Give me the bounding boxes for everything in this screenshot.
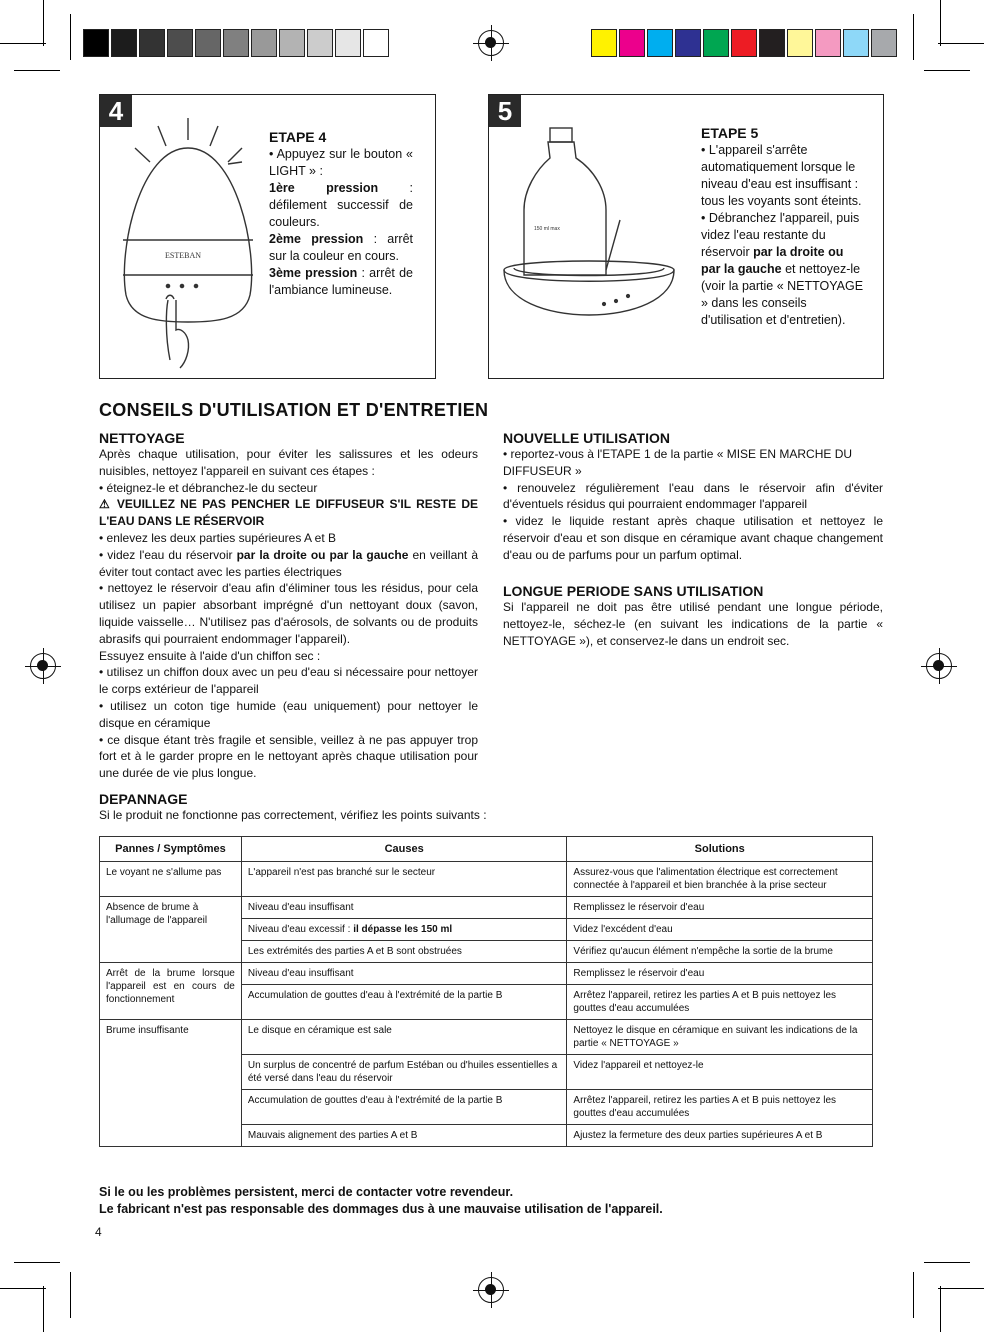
crop-mark — [70, 1272, 71, 1318]
footer-notes: Si le ou les problèmes persistent, merci de contacter votre revendeur. Le fabricant n'est pas responsable des dommages dus à une mauvaise utilisation de l'appareil. — [99, 1185, 663, 1216]
registration-mark — [478, 1277, 504, 1303]
color-swatch — [759, 29, 785, 57]
nouvelle-section: NOUVELLE UTILISATION • reportez-vous à l'ETAPE 1 de la partie « MISE EN MARCHE DU DIFFUSEUR » • renouvelez régulièrement l'eau dans le réservoir afin d'éviter d'éventuels résidus qui pourraient endommager l'appareil • videz le liquide restant après chaque utilisation et nettoyez le réservoir d'eau et son disque en céramique avant chaque changement d'eau ou de parfums pour un parfum optimal. — [503, 430, 883, 562]
registration-mark — [30, 653, 56, 679]
color-swatch — [591, 29, 617, 57]
color-swatch — [843, 29, 869, 57]
table-row: Arrêt de la brume lorsque l'appareil est en cours de fonctionnement Niveau d'eau insuffisant Remplissez le réservoir d'eau — [100, 963, 873, 985]
color-swatch — [83, 29, 109, 57]
table-header: Solutions — [567, 837, 873, 862]
press-3-label: 3ème pression — [269, 266, 358, 280]
press-2-label: 2ème pression — [269, 232, 364, 246]
color-swatch — [787, 29, 813, 57]
color-swatch — [139, 29, 165, 57]
color-swatch — [815, 29, 841, 57]
step-4-panel — [99, 94, 436, 379]
page-number: 4 — [95, 1225, 102, 1239]
crop-mark — [70, 14, 71, 60]
nettoyage-title: NETTOYAGE — [99, 430, 185, 446]
crop-mark — [913, 14, 914, 60]
registration-mark — [926, 653, 952, 679]
color-swatch — [335, 29, 361, 57]
nettoyage-section: NETTOYAGE Après chaque utilisation, pour éviter les salissures et les odeurs nuisibles, nettoyez l'appareil en suivant ces étapes : • éteignez-le et débranchez-le du secteur ⚠ VEUILLEZ NE PAS PENCHER LE DIFFUSEUR S'IL RESTE DE L'EAU DANS LE RÉSERVOIR • enlevez les deux parties supérieures A et B • videz l'eau du réservoir par la droite ou par la gauche en veillant à éviter tout contact avec les parties électriques • nettoyez le réservoir d'eau afin d'éliminer tous les résidus, pour cela utilisez un papier absorbant imprégné d'un nettoyant doux (savon, liquide vaisselle… N'utilisez pas d'aérosols, de solvants ou de produits abrasifs qui pourraient endommager l'appareil). Essuyez ensuite à l'aide d'un chiffon sec : • utilisez un chiffon doux avec un peu d'eau si nécessaire pour nettoyer le corps extérieur de l'appareil • utilisez un coton tige humide (eau uniquement) pour nettoyer le disque en céramique • ce disque étant très fragile et sensible, veillez à ne pas appuyer trop fort et à le garder propre en le nettoyant après chaque utilisation pour une durée de vie plus longue. — [99, 430, 478, 781]
longue-section: LONGUE PERIODE SANS UTILISATION Si l'appareil ne doit pas être utilisé pendant une longue période, nettoyez-le, séchez-le (en suivant les indications de la partie « NETTOYAGE »), et conservez-le dans un endroit sec. — [503, 583, 883, 648]
crop-mark — [913, 1272, 914, 1318]
step-5-text: ETAPE 5 • L'appareil s'arrête automatiquement lorsque le niveau d'eau est insuffisant : tous les voyants sont éteints. • Débranchez l'appareil, puis videz l'eau restante du réservoir par la droite ou par la gauche et nettoyez-le (voir la partie « NETTOYAGE » dans les conseils d'utilisation et d'entretien). — [701, 125, 864, 327]
step-5-title: ETAPE 5 — [701, 125, 759, 141]
crop-mark — [0, 43, 46, 44]
table-row: Accumulation de gouttes d'eau à l'extrémité de la partie B Arrêtez l'appareil, retirez les parties A et B puis nettoyez les gouttes d'eau accumulées — [100, 1090, 873, 1125]
color-swatch — [675, 29, 701, 57]
crop-mark — [14, 70, 60, 71]
step-4-line: • Appuyez sur le bouton « LIGHT » : — [269, 147, 413, 178]
color-swatch — [871, 29, 897, 57]
crop-mark — [924, 1262, 970, 1263]
color-swatch — [619, 29, 645, 57]
bottle-volume-label: 150 ml max — [534, 226, 560, 232]
table-row: Le voyant ne s'allume pas L'appareil n'est pas branché sur le secteur Assurez-vous que l'alimentation électrique est correctement connectée à l'appareil et bien branchée à la prise secteur — [100, 862, 873, 897]
color-swatch — [703, 29, 729, 57]
color-swatch — [279, 29, 305, 57]
depannage-title: DEPANNAGE — [99, 791, 188, 807]
nouvelle-title: NOUVELLE UTILISATION — [503, 430, 670, 446]
table-header: Causes — [241, 837, 567, 862]
color-swatch — [731, 29, 757, 57]
troubleshooting-table — [99, 836, 873, 1147]
table-row: Un surplus de concentré de parfum Estéban ou d'huiles essentielles a été versé dans l'eau du réservoir Videz l'appareil et nettoyez-le — [100, 1055, 873, 1090]
table-row: Niveau d'eau excessif : il dépasse les 150 ml Videz l'excédent d'eau — [100, 919, 873, 941]
crop-mark — [938, 1288, 984, 1289]
crop-mark — [43, 1286, 44, 1332]
color-swatch — [111, 29, 137, 57]
color-swatch — [167, 29, 193, 57]
table-row: Brume insuffisante Le disque en céramique est sale Nettoyez le disque en céramique en suivant les indications de la partie « NETTOYAGE » — [100, 1020, 873, 1055]
color-swatch — [223, 29, 249, 57]
crop-mark — [0, 1288, 46, 1289]
registration-mark — [478, 30, 504, 56]
bottle-illustration — [494, 100, 684, 370]
table-row: Mauvais alignement des parties A et B Ajustez la fermeture des deux parties supérieures A et B — [100, 1125, 873, 1147]
press-1-label: 1ère pression — [269, 181, 379, 195]
warning-icon: ⚠ — [99, 497, 117, 512]
table-row: Absence de brume à l'allumage de l'appareil Niveau d'eau insuffisant Remplissez le réservoir d'eau — [100, 897, 873, 919]
longue-title: LONGUE PERIODE SANS UTILISATION — [503, 583, 764, 599]
crop-mark — [940, 1286, 941, 1332]
table-row: Accumulation de gouttes d'eau à l'extrémité de la partie B Arrêtez l'appareil, retirez les parties A et B puis nettoyez les gouttes d'eau accumulées — [100, 985, 873, 1020]
crop-mark — [940, 0, 941, 46]
step-5-panel — [488, 94, 884, 379]
table-header-row — [100, 837, 873, 862]
color-swatch — [195, 29, 221, 57]
step-4-text: ETAPE 4 • Appuyez sur le bouton « LIGHT » : 1ère pression : défilement successif de couleurs. 2ème pression : arrêt sur la couleur en cours. 3ème pression : arrêt de l'ambiance lumineuse. — [269, 129, 414, 297]
section-title: CONSEILS D'UTILISATION ET D'ENTRETIEN — [99, 400, 489, 420]
color-swatch — [251, 29, 277, 57]
step-4-title: ETAPE 4 — [269, 129, 327, 145]
crop-mark — [938, 43, 984, 44]
crop-mark — [14, 1262, 60, 1263]
color-swatch — [307, 29, 333, 57]
table-row: Les extrémités des parties A et B sont obstruées Vérifiez qu'aucun élément n'empêche la sortie de la brume — [100, 941, 873, 963]
diffuser-illustration — [110, 100, 260, 370]
device-brand-label: ESTEBAN — [165, 251, 201, 260]
depannage-section: DEPANNAGE Si le produit ne fonctionne pas correctement, vérifiez les points suivants : — [99, 791, 599, 824]
crop-mark — [924, 70, 970, 71]
crop-mark — [43, 0, 44, 46]
color-swatch — [363, 29, 389, 57]
table-header: Pannes / Symptômes — [100, 837, 242, 862]
step-number-badge: 5 — [489, 95, 521, 127]
color-swatch — [647, 29, 673, 57]
step-number-badge: 4 — [100, 95, 132, 127]
